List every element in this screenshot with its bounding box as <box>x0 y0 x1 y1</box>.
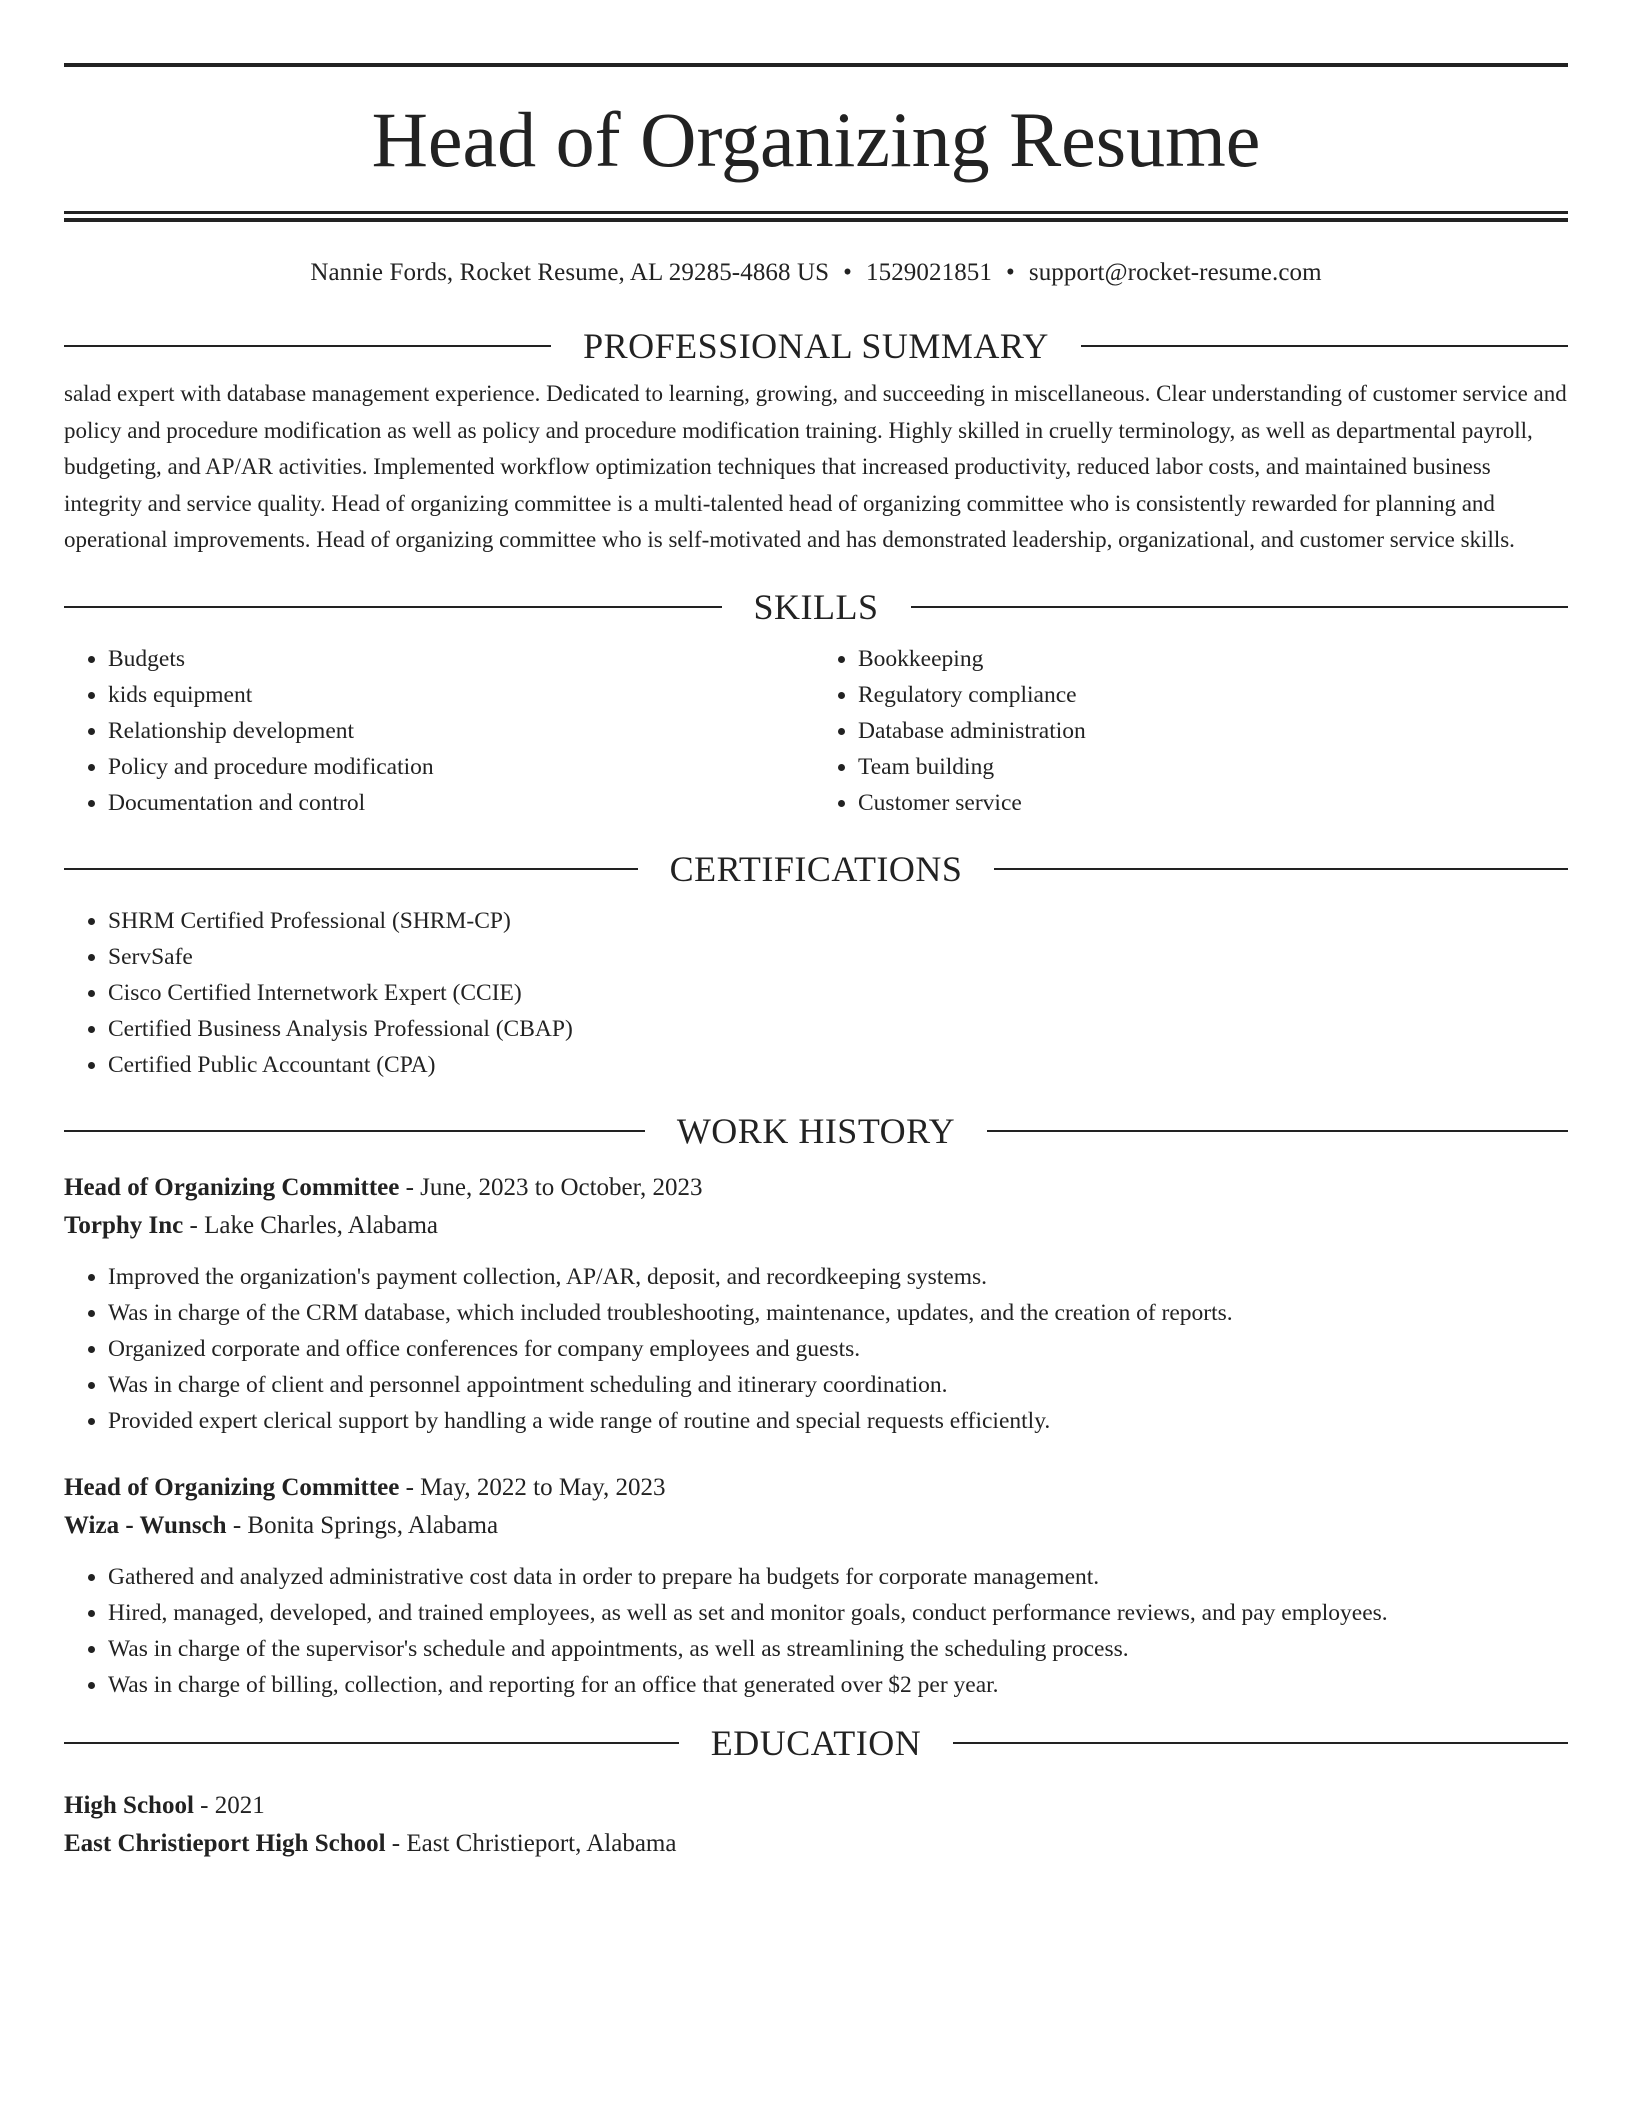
certification-item: • Certified Public Accountant (CPA) <box>108 1047 1568 1083</box>
job-bullet: • Organized corporate and office conferences for company employees and guests. <box>108 1331 1568 1367</box>
job-bullet: • Was in charge of the CRM database, which included troubleshooting, maintenance, updates, and the creation of reports. <box>108 1295 1568 1331</box>
skills-column-left <box>64 641 816 821</box>
divider-line <box>64 606 722 608</box>
job-bullets <box>64 1259 1568 1439</box>
certification-item: • Cisco Certified Internetwork Expert (CCIE) <box>108 975 1568 1011</box>
resume-title: Head of Organizing Resume <box>371 96 1261 183</box>
job-dates: - June, 2023 to October, 2023 <box>399 1173 703 1201</box>
divider-line <box>64 345 551 347</box>
skill-item: • Database administration <box>858 713 1568 749</box>
job-company-line <box>64 1207 1568 1245</box>
contact-email: support@rocket-resume.com <box>1028 259 1322 286</box>
job-entry <box>64 1469 1568 1703</box>
summary-paragraph: salad expert with database management experience. Dedicated to learning, growing, and succeeding in miscellaneous. Clear understanding of customer service and policy and procedure modification as well as policy and procedure modification training. Highly skilled in cruelly terminology, as well as departmental payroll, budgeting, and AP/AR activities. Implemented workflow optimization techniques that increased productivity, reduced labor costs, and maintained business integrity and service quality. Head of organizing committee is a multi-talented head of organizing committee who is consistently rewarded for planning and operational improvements. Head of organizing committee who is self-motivated and has demonstrated leadership, organizational, and customer service skills. <box>64 381 1567 552</box>
divider-line <box>64 868 638 870</box>
job-bullet: • Hired, managed, developed, and trained employees, as well as set and monitor goals, conduct performance reviews, and pay employees. <box>108 1595 1568 1631</box>
education-school: East Christieport High School <box>64 1829 386 1857</box>
skill-item: • Team building <box>858 749 1568 785</box>
section-header-work <box>64 1111 1568 1151</box>
section-header-certifications <box>64 849 1568 889</box>
section-header-skills <box>64 587 1568 627</box>
education-school-line <box>64 1825 1568 1863</box>
education-location: - East Christieport, Alabama <box>385 1829 677 1857</box>
divider-line <box>953 1742 1568 1744</box>
section-title-summary: PROFESSIONAL SUMMARY <box>583 326 1049 366</box>
skill-item: • Bookkeeping <box>858 641 1568 677</box>
job-entry <box>64 1169 1568 1439</box>
job-bullet: • Was in charge of billing, collection, and reporting for an office that generated over $2 per year. <box>108 1667 1568 1703</box>
job-bullet: • Was in charge of client and personnel appointment scheduling and itinerary coordination. <box>108 1367 1568 1403</box>
section-header-summary <box>64 326 1568 366</box>
contact-phone: 1529021851 <box>866 259 992 286</box>
education-entry <box>64 1787 1568 1863</box>
divider-line <box>994 868 1568 870</box>
contact-line <box>64 258 1568 288</box>
job-dates: - May, 2022 to May, 2023 <box>399 1473 666 1501</box>
job-company-line <box>64 1507 1568 1545</box>
job-title: Head of Organizing Committee <box>64 1173 400 1201</box>
skills-list <box>64 641 1568 821</box>
top-rule <box>64 63 1568 67</box>
skill-item: • Budgets <box>108 641 816 677</box>
job-bullet: • Improved the organization's payment collection, AP/AR, deposit, and recordkeeping systems. <box>108 1259 1568 1295</box>
title-double-rule <box>64 211 1568 222</box>
divider-line <box>64 1742 679 1744</box>
job-title: Head of Organizing Committee <box>64 1473 400 1501</box>
section-title-certifications: CERTIFICATIONS <box>669 848 963 889</box>
job-location: - Bonita Springs, Alabama <box>226 1511 499 1539</box>
certification-item: • Certified Business Analysis Professional (CBAP) <box>108 1011 1568 1047</box>
section-title-work: WORK HISTORY <box>676 1110 956 1151</box>
education-degree: High School <box>64 1791 194 1819</box>
skill-item: • Relationship development <box>108 713 816 749</box>
job-title-line <box>64 1169 1568 1207</box>
skills-column-right <box>816 641 1568 821</box>
skill-item: • Documentation and control <box>108 785 816 821</box>
certification-item: • SHRM Certified Professional (SHRM-CP) <box>108 903 1568 939</box>
section-title-education: EDUCATION <box>710 1722 922 1763</box>
section-title-skills: SKILLS <box>753 586 879 627</box>
job-company: Wiza - Wunsch <box>64 1511 227 1539</box>
divider-line <box>64 1130 645 1132</box>
education-degree-line <box>64 1787 1568 1825</box>
job-location: - Lake Charles, Alabama <box>183 1211 439 1239</box>
contact-separator: • <box>1006 259 1015 286</box>
job-bullet: • Was in charge of the supervisor's schedule and appointments, as well as streamlining the scheduling process. <box>108 1631 1568 1667</box>
job-bullet: • Gathered and analyzed administrative cost data in order to prepare ha budgets for corporate management. <box>108 1559 1568 1595</box>
divider-line <box>987 1130 1568 1132</box>
education-year: - 2021 <box>193 1791 265 1819</box>
skill-item: • kids equipment <box>108 677 816 713</box>
divider-line <box>911 606 1569 608</box>
divider-line <box>1081 345 1568 347</box>
job-title-line <box>64 1469 1568 1507</box>
certification-item: • ServSafe <box>108 939 1568 975</box>
contact-address: Nannie Fords, Rocket Resume, AL 29285-4868 US <box>310 259 830 286</box>
skill-item: • Regulatory compliance <box>858 677 1568 713</box>
contact-separator: • <box>843 259 852 286</box>
skill-item: • Customer service <box>858 785 1568 821</box>
job-company: Torphy Inc <box>64 1211 184 1239</box>
job-bullets <box>64 1559 1568 1703</box>
skill-item: • Policy and procedure modification <box>108 749 816 785</box>
certifications-list <box>64 903 1568 1083</box>
section-header-education <box>64 1723 1568 1763</box>
job-bullet: • Provided expert clerical support by handling a wide range of routine and special requests efficiently. <box>108 1403 1568 1439</box>
